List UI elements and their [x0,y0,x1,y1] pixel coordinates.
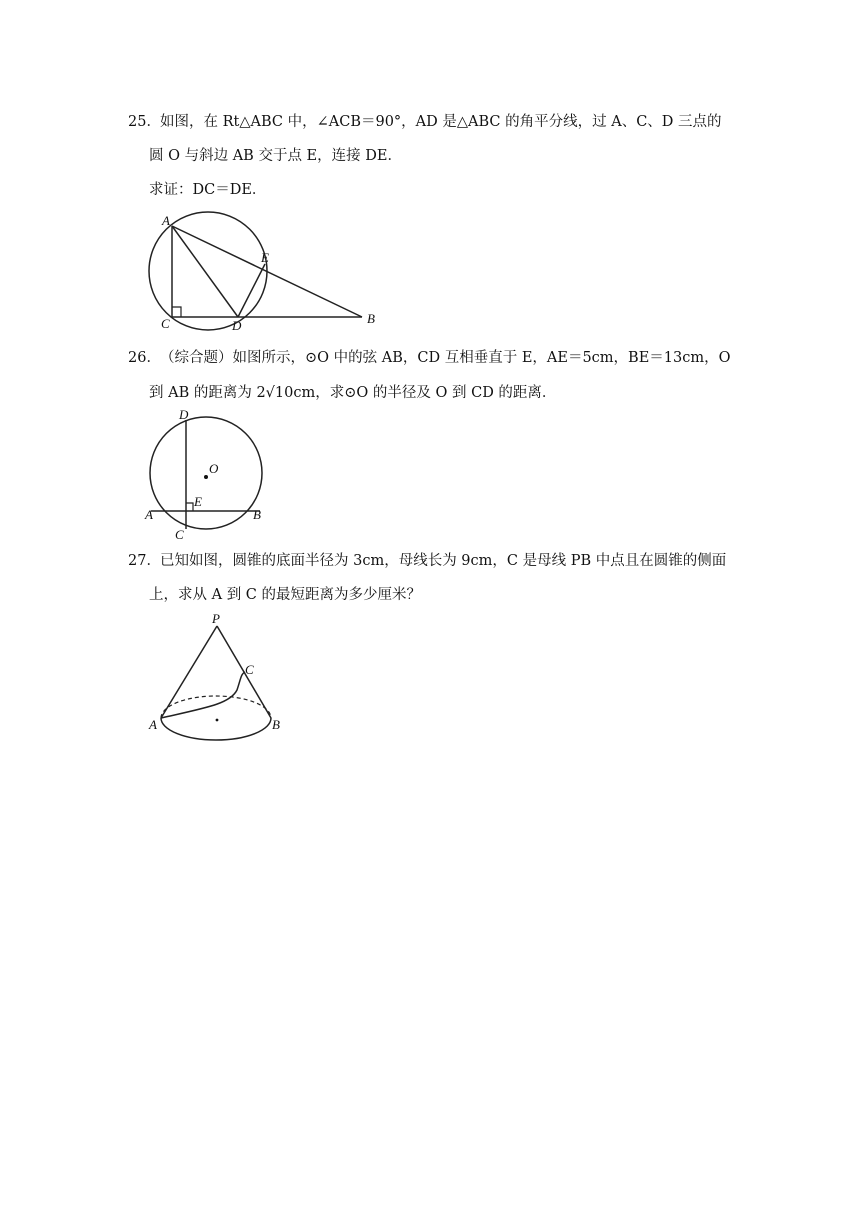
question-text-line: 已知如图，圆锥的底面半径为 3cm，母线长为 9cm，C 是母线 PB 中点且在圆锥的侧面 [160,553,727,569]
question-text-line: 如图，在 Rt△ABC 中，∠ACB＝90°，AD 是△ABC 的角平分线，过 A、C、D 三点的 [160,114,722,130]
label-a: A [145,507,153,522]
right-angle-mark [186,503,193,511]
question-text-line: （综合题）如图所示，⊙O 中的弦 AB，CD 互相垂直于 E，AE＝5cm，BE＝13cm，O [160,350,731,366]
question-number: 25． [128,114,161,130]
label-c: C [245,662,254,677]
triangle-circle-figure [140,214,385,334]
label-d: D [232,318,242,333]
label-e: E [194,494,202,509]
label-p: P [212,611,220,626]
segment-ab [172,226,362,317]
circle-o [150,417,262,529]
base-center-point [216,719,219,722]
label-c: C [161,316,170,331]
segment-ad [172,226,238,317]
cone-figure [145,608,285,743]
circle-o [149,212,267,330]
segment-de [238,264,265,317]
shortest-path-ac [161,672,245,718]
base-front-arc [161,718,271,740]
center-point-o [204,475,208,479]
label-d: D [179,407,189,422]
question-text-line: 圆 O 与斜边 AB 交于点 E，连接 DE． [149,148,402,164]
question-text-line: 求证：DC＝DE． [149,182,267,198]
label-b: B [272,717,280,732]
right-angle-mark [172,307,181,317]
circle-chords-figure [143,405,268,540]
label-a: A [162,213,170,228]
question-text-line: 上，求从 A 到 C 的最短距离为多少厘米？ [149,587,422,603]
label-e: E [261,250,269,265]
label-c: C [175,527,184,542]
question-number: 26． [128,350,161,366]
question-text-line: 到 AB 的距离为 2√10cm，求⊙O 的半径及 O 到 CD 的距离． [149,385,557,401]
label-b: B [253,507,261,522]
question-number: 27． [128,553,161,569]
label-o: O [209,461,219,476]
label-b: B [367,311,375,326]
label-a: A [149,717,157,732]
generatrix-pa [161,626,217,718]
